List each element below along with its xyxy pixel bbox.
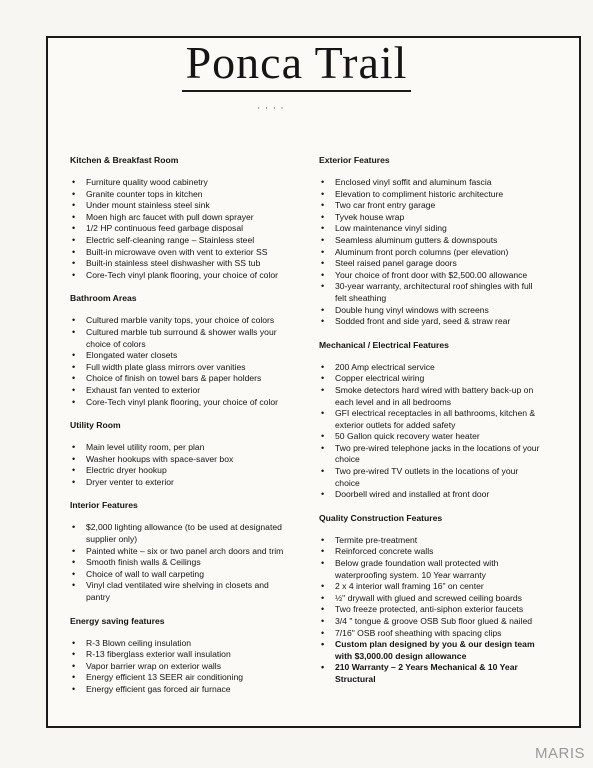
list-item: • Main level utility room, per plan [70,442,295,454]
list-item: • Tyvek house wrap [319,212,544,224]
list-item: • Two pre-wired telephone jacks in the locations of your choice [319,443,544,466]
right-column [319,155,544,686]
list-item: • Smoke detectors hard wired with battery back-up on each level and in all bedrooms [319,385,544,408]
list-item: • Core-Tech vinyl plank flooring, your choice of color [70,397,295,409]
feature-list [70,315,295,408]
section-heading: Interior Features [70,500,138,511]
list-item: • Painted white – six or two panel arch doors and trim [70,546,295,558]
list-item: • $2,000 lighting allowance (to be used at designated supplier only) [70,522,295,545]
maris-watermark: MARIS [534,745,585,762]
list-item: • Doorbell wired and installed at front door [319,489,544,501]
list-item: • Two car front entry garage [319,200,544,212]
section-heading: Energy saving features [70,615,165,626]
list-item: • Elevation to compliment historic architecture [319,189,544,201]
list-item: • R-13 fiberglass exterior wall insulation [70,649,295,661]
list-item: • Vapor barrier wrap on exterior walls [70,661,295,673]
list-item: • Seamless aluminum gutters & downspouts [319,235,544,247]
section-heading: Mechanical / Electrical Features [319,339,449,350]
list-item: • Energy efficient gas forced air furnace [70,684,295,696]
list-item: • Enclosed vinyl soffit and aluminum fascia [319,177,544,189]
feature-list [319,362,544,501]
list-item: • Built-in microwave oven with vent to exterior SS [70,247,295,259]
list-item: • Reinforced concrete walls [319,546,544,558]
section [70,616,295,696]
feature-list [70,442,295,488]
section [319,155,544,328]
list-item: • R-3 Blown ceiling insulation [70,638,295,650]
section [70,293,295,408]
list-item: • Choice of finish on towel bars & paper holders [70,373,295,385]
section [70,420,295,488]
list-item: • Smooth finish walls & Ceilings [70,557,295,569]
list-item: • Electric self-cleaning range – Stainless steel [70,235,295,247]
section [70,155,295,281]
list-item: • ½" drywall with glued and screwed ceiling boards [319,593,544,605]
list-item: • Dryer venter to exterior [70,477,295,489]
list-item: • Vinyl clad ventilated wire shelving in closets and pantry [70,580,295,603]
list-item: • Termite pre-treatment [319,535,544,547]
list-item: • Choice of wall to wall carpeting [70,569,295,581]
list-item: • Sodded front and side yard, seed & straw rear [319,316,544,328]
list-item: • 1/2 HP continuous feed garbage disposal [70,223,295,235]
list-item: • Two freeze protected, anti-siphon exterior faucets [319,604,544,616]
list-item: • 30-year warranty, architectural roof shingles with full felt sheathing [319,281,544,304]
list-item: • Exhaust fan vented to exterior [70,385,295,397]
feature-list [70,522,295,603]
list-item: • Full width plate glass mirrors over vanities [70,362,295,374]
list-item: • Furniture quality wood cabinetry [70,177,295,189]
list-item: • 200 Amp electrical service [319,362,544,374]
list-item: • Your choice of front door with $2,500.00 allowance [319,270,544,282]
list-item: • Built-in stainless steel dishwasher with SS tub [70,258,295,270]
list-item: • Custom plan designed by you & our design team with $3,000.00 design allowance [319,639,544,662]
list-item: • Steel raised panel garage doors [319,258,544,270]
page-title: Ponca Trail [0,38,593,92]
list-item: • 3/4 " tongue & groove OSB Sub floor glued & nailed [319,616,544,628]
list-item: • Double hung vinyl windows with screens [319,305,544,317]
scan-marks: ' ' ' ' [258,106,285,115]
left-column [70,155,295,696]
list-item: • Copper electrical wiring [319,373,544,385]
list-item: • Low maintenance vinyl siding [319,223,544,235]
list-item: • Under mount stainless steel sink [70,200,295,212]
section [70,500,295,603]
list-item: • 7/16" OSB roof sheathing with spacing clips [319,628,544,640]
list-item: • Elongated water closets [70,350,295,362]
section-heading: Utility Room [70,420,121,431]
list-item: • 2 x 4 interior wall framing 16" on center [319,581,544,593]
list-item: • Moen high arc faucet with pull down sprayer [70,212,295,224]
list-item: • Granite counter tops in kitchen [70,189,295,201]
list-item: • Cultured marble tub surround & shower walls your choice of colors [70,327,295,350]
feature-list [319,535,544,686]
section-heading: Quality Construction Features [319,512,443,523]
list-item: • Below grade foundation wall protected with waterproofing system. 10 Year warranty [319,558,544,581]
feature-list [319,177,544,328]
list-item: • Electric dryer hookup [70,465,295,477]
list-item: • 50 Gallon quick recovery water heater [319,431,544,443]
section-heading: Bathroom Areas [70,293,137,304]
list-item: • Energy efficient 13 SEER air conditioning [70,672,295,684]
section-heading: Exterior Features [319,155,390,165]
list-item: • 210 Warranty – 2 Years Mechanical & 10 Year Structural [319,662,544,685]
list-item: • Cultured marble vanity tops, your choice of colors [70,315,295,327]
list-item: • Washer hookups with space-saver box [70,454,295,466]
list-item: • Two pre-wired TV outlets in the locations of your choice [319,466,544,489]
feature-list [70,177,295,281]
section-heading: Kitchen & Breakfast Room [70,155,179,165]
feature-list [70,638,295,696]
section [319,340,544,501]
section [319,513,544,686]
list-item: • Aluminum front porch columns (per elevation) [319,247,544,259]
list-item: • GFI electrical receptacles in all bathrooms, kitchen & exterior outlets for added safety [319,408,544,431]
list-item: • Core-Tech vinyl plank flooring, your choice of color [70,270,295,282]
